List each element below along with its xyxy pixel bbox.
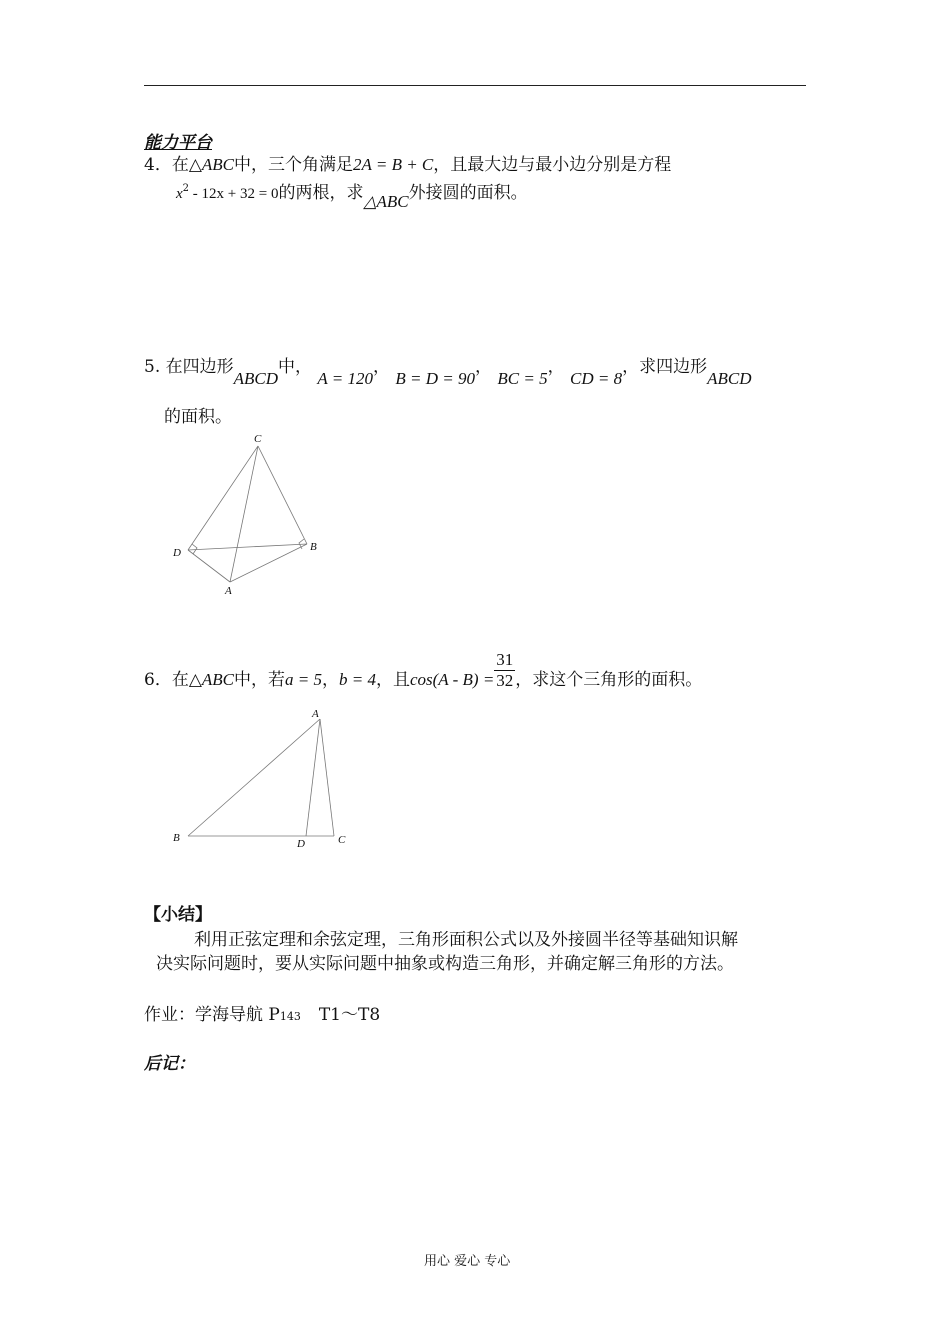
header-rule xyxy=(144,85,806,86)
problem-6-line: 6．在△ABC中，若a = 5，b = 4，且cos(A - B) = $\frac{31}{32}$ ，求这个三角形的面积。 xyxy=(144,650,703,690)
summary-line2: 决实际问题时，要从实际问题中抽象或构造三角形，并确定解三角形的方法。 xyxy=(156,954,734,974)
fraction-31-32: $\frac{31}{32}$ xyxy=(496,650,514,690)
label-a: A xyxy=(225,585,232,597)
label-d: D xyxy=(297,838,305,850)
edge-ac xyxy=(320,719,334,836)
label-c: C xyxy=(254,433,262,445)
homework: 作业：学海导航 P143 T1～T8 xyxy=(144,1005,381,1025)
segment-ad xyxy=(306,719,320,836)
problem-5-line2: 的面积。 xyxy=(164,407,232,427)
figure-quadrilateral xyxy=(165,430,325,600)
label-c: C xyxy=(338,834,346,846)
diagonal-db xyxy=(188,544,307,550)
right-angle-d xyxy=(192,544,197,554)
label-d: D xyxy=(173,547,181,559)
summary-title: 【小结】 xyxy=(144,905,212,925)
page-footer: 用心 爱心 专心 xyxy=(424,1254,511,1269)
summary-line1: 利用正弦定理和余弦定理，三角形面积公式以及外接圆半径等基础知识解 xyxy=(194,930,738,950)
figure-triangle xyxy=(170,705,360,855)
edge-da xyxy=(188,550,230,582)
edge-cb xyxy=(258,446,307,544)
label-b: B xyxy=(310,541,317,553)
label-b: B xyxy=(173,832,180,844)
section-title: 能力平台 xyxy=(144,133,212,153)
edge-ab xyxy=(230,544,307,582)
edge-ab xyxy=(188,719,320,836)
problem-4-line2: $x^2 - 12x + 32 = 0$的两根，求△ABC外接圆的面积。 xyxy=(176,183,528,211)
problem-5-line1: 5. 在四边形ABCD中， A = 120， B = D = 90， BC = 5， CD = 8，求四边形ABCD xyxy=(144,357,752,388)
problem-4-line1: 4．在△ABC中，三个角满足2A = B + C，且最大边与最小边分别是方程 xyxy=(144,155,672,175)
label-a: A xyxy=(312,708,319,720)
postscript: 后记： xyxy=(144,1054,195,1074)
